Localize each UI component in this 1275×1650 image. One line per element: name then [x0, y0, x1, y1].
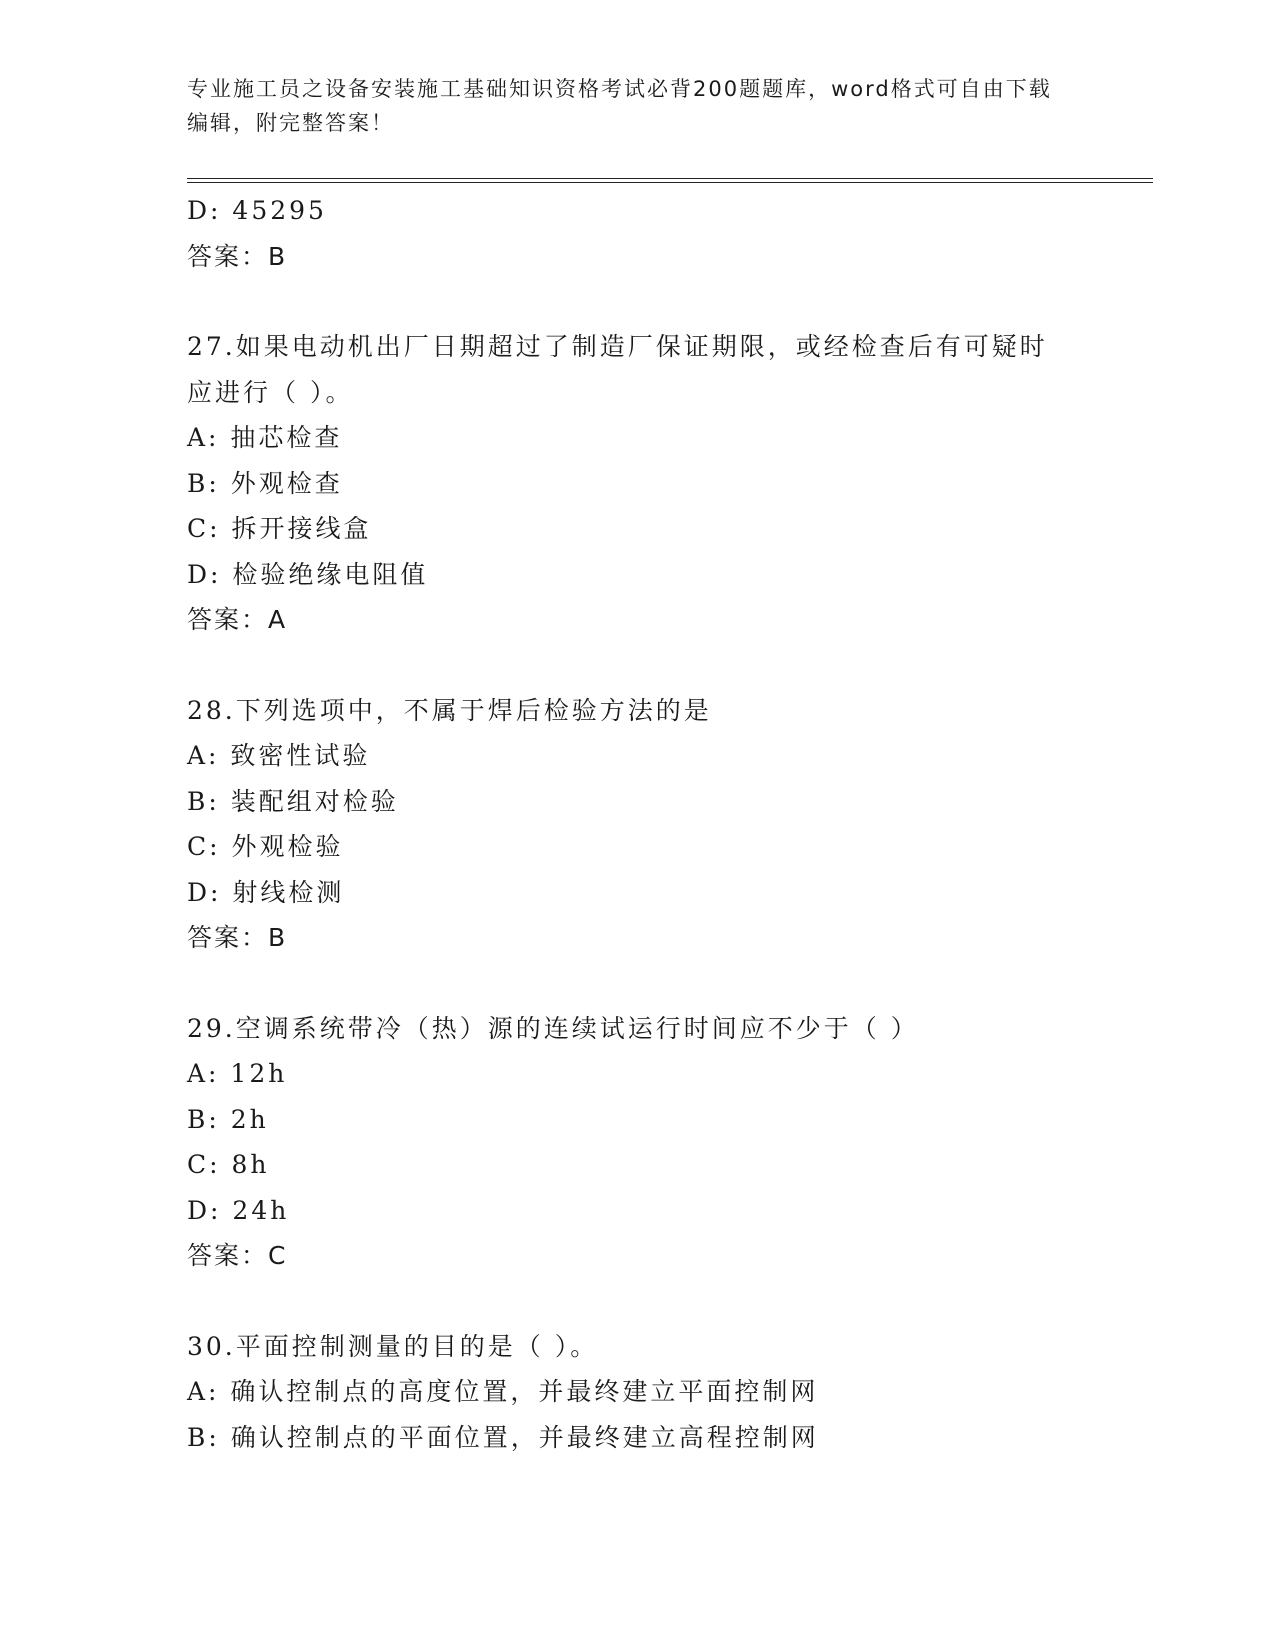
answer-line: 答案：A: [187, 605, 288, 634]
option-a: A: 抽芯检查: [187, 423, 343, 452]
answer-line: 答案：C: [187, 1241, 288, 1270]
option-a: A: 确认控制点的高度位置，并最终建立平面控制网: [187, 1377, 819, 1406]
question-title: 30.平面控制测量的目的是（ ）。: [187, 1331, 599, 1361]
option-a: A: 致密性试验: [187, 741, 371, 770]
option-a: A: 12h: [187, 1059, 288, 1088]
answer-line: 答案：B: [187, 923, 288, 952]
option-b: B: 外观检查: [187, 468, 343, 498]
question-27: [187, 324, 1087, 643]
question-title: 27.如果电动机出厂日期超过了制造厂保证期限，或经检查后有可疑时应进行（ ）。: [187, 332, 1048, 407]
question-28: [187, 688, 1087, 961]
answer-line: 答案：B: [187, 241, 288, 271]
option-b: B: 确认控制点的平面位置，并最终建立高程控制网: [187, 1422, 819, 1452]
option-c: C: 拆开接线盒: [187, 514, 372, 543]
question-30: [187, 1324, 1087, 1461]
option-c: C: 8h: [187, 1150, 270, 1179]
option-d: D: 45295: [187, 196, 327, 225]
option-c: C: 外观检验: [187, 832, 344, 861]
option-d: D: 检验绝缘电阻值: [187, 559, 429, 589]
question-29: [187, 1006, 1087, 1279]
question-title: 29.空调系统带冷（热）源的连续试运行时间应不少于（ ）: [187, 1013, 919, 1043]
header-divider: [187, 178, 1153, 183]
option-d: D: 射线检测: [187, 877, 345, 907]
page-header: 专业施工员之设备安装施工基础知识资格考试必背200题题库，word格式可自由下载编辑，附完整答案！: [187, 77, 1052, 135]
option-d: D: 24h: [187, 1195, 290, 1225]
question-title: 28.下列选项中，不属于焊后检验方法的是: [187, 695, 712, 725]
option-b: B: 装配组对检验: [187, 786, 399, 816]
option-b: B: 2h: [187, 1104, 269, 1134]
document-content: [187, 188, 1087, 1460]
